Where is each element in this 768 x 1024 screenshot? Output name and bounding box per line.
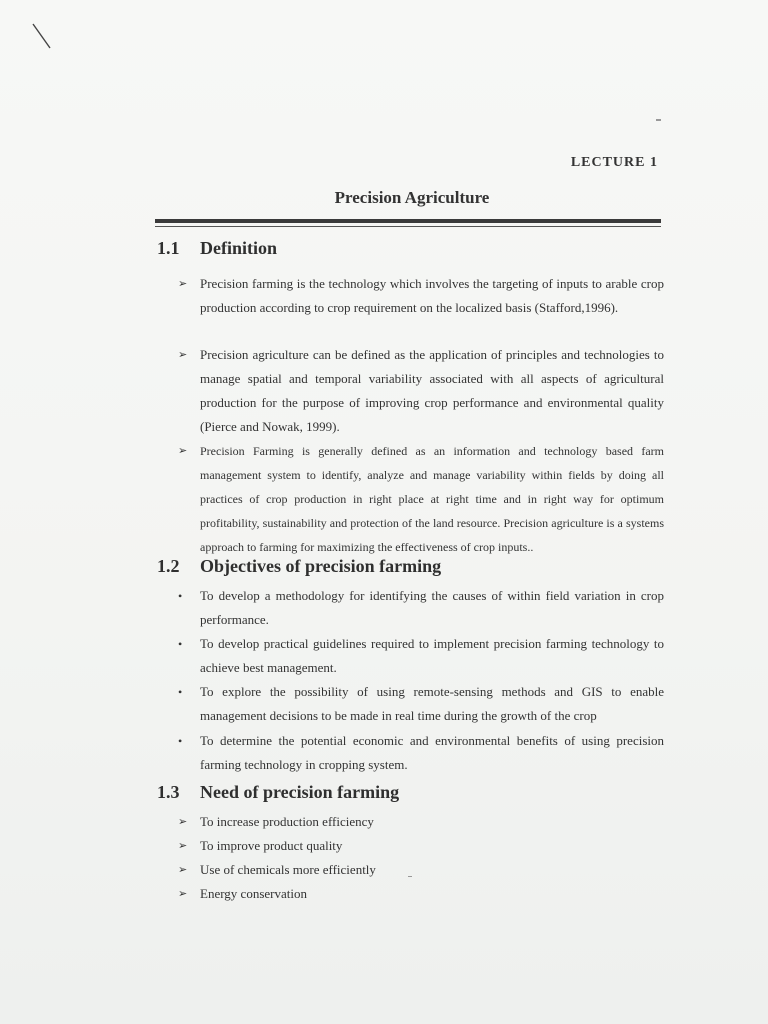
list-item [178, 834, 664, 858]
list-item [178, 272, 664, 320]
list-item [178, 439, 664, 559]
list-item [178, 343, 664, 439]
list-item-text: Precision Farming is generally defined as an information and technology based farm management system to identify, analyze and manage variability within fields by doing all practices of crop production in right place at right time and in right way for optimum profitability, sustainability and protection of the land resource. Precision agriculture is a systems approach to farming for maximizing the effectiveness of crop inputs.. [200, 444, 664, 554]
dot-bullet-icon: • [178, 685, 183, 699]
title-divider-thin [155, 226, 661, 227]
section-number: 1.2 [157, 556, 180, 576]
list-item-text: To determine the potential economic and environmental benefits of using precision farming technology in cropping system. [200, 733, 664, 772]
arrow-bullet-icon: ➢ [178, 348, 188, 361]
scan-speck [656, 119, 661, 121]
list-item-text: Energy conservation [200, 886, 307, 901]
list-item-text: Use of chemicals more efficiently [200, 862, 376, 877]
dot-bullet-icon: • [178, 589, 183, 603]
list-item [178, 680, 664, 728]
list-item [178, 882, 664, 906]
arrow-bullet-icon: ➢ [178, 839, 188, 852]
list-item [178, 858, 664, 882]
dot-bullet-icon: • [178, 734, 183, 748]
arrow-bullet-icon: ➢ [178, 887, 188, 900]
list-item-text: To develop a methodology for identifying the causes of within field variation in crop performance. [200, 588, 664, 627]
page-title: Precision Agriculture [334, 188, 490, 207]
section-heading-need [157, 782, 399, 803]
list-item [178, 810, 664, 834]
list-item [178, 632, 664, 680]
arrow-bullet-icon: ➢ [178, 863, 188, 876]
section-heading-definition [157, 238, 277, 259]
arrow-bullet-icon: ➢ [178, 815, 188, 828]
arrow-bullet-icon: ➢ [178, 277, 188, 290]
dot-bullet-icon: • [178, 637, 183, 651]
section-number: 1.1 [157, 238, 180, 258]
title-divider-thick [155, 219, 661, 223]
section-title: Definition [200, 238, 278, 258]
list-item [178, 729, 664, 777]
list-item-text: Precision agriculture can be defined as the application of principles and technologies to manage spatial and temporal variability associated with all aspects of agricultural production for the purpose of improving crop performance and environmental quality (Pierce and Nowak, 1999). [200, 347, 664, 434]
arrow-bullet-icon: ➢ [178, 444, 188, 457]
section-number: 1.3 [157, 782, 180, 802]
pen-stroke-mark [30, 22, 54, 50]
list-item-text: To improve product quality [200, 838, 343, 853]
section-heading-objectives [157, 556, 441, 577]
list-item-text: To increase production efficiency [200, 814, 374, 829]
list-item-text: Precision farming is the technology which involves the targeting of inputs to arable crop production according to crop requirement on the localized basis (Stafford,1996). [200, 276, 664, 315]
section-title: Objectives of precision farming [200, 556, 442, 576]
list-item-text: To explore the possibility of using remote-sensing methods and GIS to enable management decisions to be made in real time during the growth of the crop [200, 684, 664, 723]
list-item-text: To develop practical guidelines required to implement precision farming technology to achieve best management. [200, 636, 664, 675]
section-title: Need of precision farming [200, 782, 400, 802]
list-item [178, 584, 664, 632]
lecture-label: LECTURE 1 [570, 155, 658, 170]
